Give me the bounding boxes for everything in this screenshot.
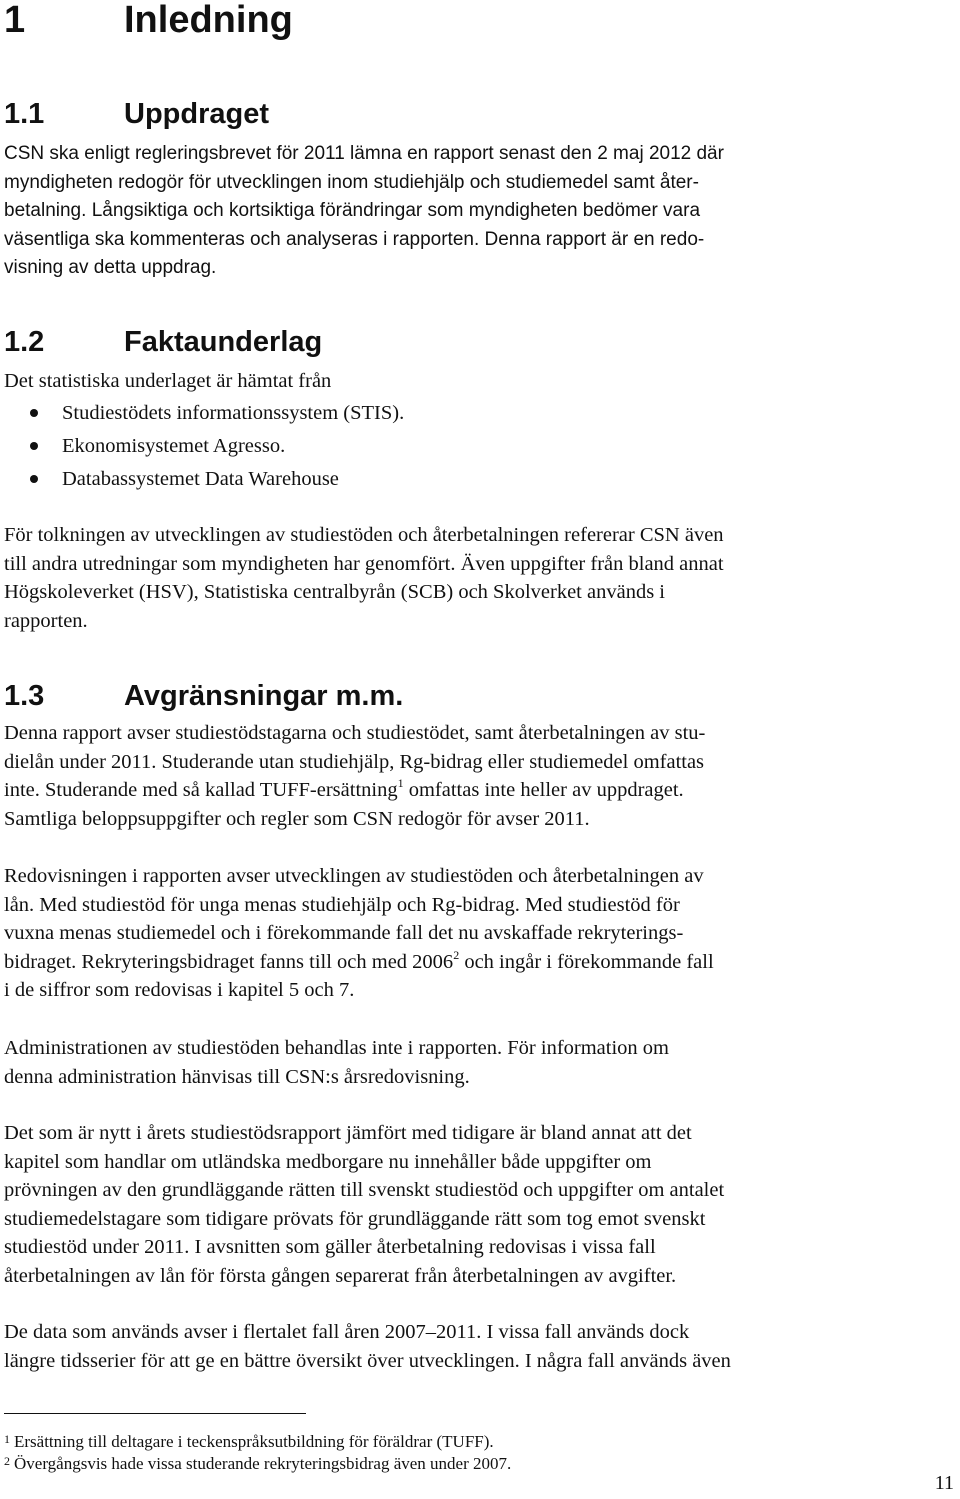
- section-number: 1.1: [4, 98, 45, 130]
- paragraph-avgransningar-1: [4, 719, 884, 833]
- text-span: Långsiktiga och kortsiktiga förändringar som myndigheten bedömer vara: [91, 200, 701, 222]
- section-title: Uppdraget: [124, 98, 269, 130]
- text-line: längre tidsserier för att ge en bättre översikt över utvecklingen. I några fall används även: [4, 1349, 731, 1372]
- section-title: Avgränsningar m.m.: [124, 680, 404, 712]
- text-line: [4, 776, 884, 805]
- list-item-text: Ekonomisystemet Agresso.: [62, 435, 286, 457]
- text-span: bidraget. Rekryteringsbidraget fanns till och med 2006: [4, 950, 454, 973]
- footnote-text: Övergångsvis hade vissa studerande rekryteringsbidrag även under 2007.: [14, 1454, 512, 1473]
- text-line: visning av detta uppdrag.: [4, 257, 217, 279]
- paragraph-uppdraget: [4, 140, 884, 283]
- text-line: prövningen av den grundläggande rätten till svenskt studiestöd och uppgifter om antalet: [4, 1179, 725, 1202]
- paragraph-tolkning: [4, 521, 884, 635]
- text-line: Redovisningen i rapporten avser utvecklingen av studiestöden och återbetalningen av: [4, 865, 704, 887]
- paragraph-faktaunderlag-intro: [4, 367, 884, 396]
- text-span: betalning.: [4, 200, 92, 222]
- bullet-icon: [30, 475, 38, 483]
- text-line: rapporten.: [4, 609, 88, 632]
- text-line: lån. Med studiestöd för unga menas studiehjälp och Rg-bidrag. Med studiestöd för: [4, 893, 680, 916]
- footnote-ref: 2: [453, 947, 460, 962]
- text-line: För tolkningen av utvecklingen av studiestöden och återbetalningen refererar CSN även: [4, 524, 724, 546]
- list-item-text: Studiestödets informationssystem (STIS).: [62, 402, 405, 424]
- section-heading-uppdraget: [4, 97, 269, 131]
- text-line: återbetalningen av lån för första gången separerat från återbetalningen av avgifter.: [4, 1264, 677, 1287]
- paragraph-avgransningar-5: [4, 1318, 884, 1375]
- text-line: Denna rapport avser studiestödstagarna och studiestödet, samt återbetalningen av stu-: [4, 722, 706, 744]
- source-list: [24, 397, 404, 496]
- page-number: 11: [934, 1472, 954, 1494]
- footnote-number: 1: [4, 1432, 10, 1446]
- text-line: [4, 197, 884, 226]
- footnote-text: Ersättning till deltagare i teckenspråksutbildning för föräldrar (TUFF).: [14, 1432, 494, 1451]
- bullet-icon: [30, 442, 38, 450]
- text-line: studiestöd under 2011. I avsnitten som gäller återbetalning redovisas i vissa fall: [4, 1236, 656, 1259]
- text-span: och ingår i förekommande fall: [459, 950, 714, 973]
- text-line: kapitel som handlar om utländska medborgare nu innehåller både uppgifter om: [4, 1150, 652, 1173]
- bullet-icon: [30, 409, 38, 417]
- text-line: De data som används avser i flertalet fall åren 2007–2011. I vissa fall används dock: [4, 1321, 690, 1343]
- list-item: [24, 430, 404, 463]
- section-number: 1.3: [4, 680, 45, 712]
- section-number: 1.2: [4, 326, 45, 358]
- text-line: dielån under 2011. Studerande utan studiehjälp, Rg-bidrag eller studiemedel omfattas: [4, 750, 705, 773]
- list-item: [24, 463, 404, 496]
- section-title: Faktaunderlag: [124, 326, 323, 358]
- text-line: till andra utredningar som myndigheten har genomfört. Även uppgifter från bland annat: [4, 552, 724, 575]
- paragraph-avgransningar-4: [4, 1119, 884, 1291]
- paragraph-avgransningar-2: [4, 862, 884, 1005]
- footnote-2: [4, 1450, 511, 1475]
- chapter-number: 1: [4, 0, 26, 41]
- text-line: myndigheten redogör för utvecklingen inom studiehjälp och studiemedel samt åter-: [4, 171, 699, 193]
- footnote-ref: 1: [397, 776, 404, 791]
- text-line: väsentliga ska kommenteras och analyseras i rapporten. Denna rapport är en redo-: [4, 228, 705, 250]
- chapter-title: Inledning: [124, 0, 293, 41]
- text-span: inte. Studerande med så kallad TUFF-ersättning: [4, 779, 398, 802]
- paragraph-avgransningar-3: [4, 1034, 884, 1091]
- text-line: Högskoleverket (HSV), Statistiska centralbyrån (SCB) och Skolverket används i: [4, 581, 665, 604]
- text-line: denna administration hänvisas till CSN:s årsredovisning.: [4, 1065, 470, 1088]
- text-span: omfattas inte heller av uppdraget.: [403, 779, 684, 802]
- list-item: [24, 397, 404, 430]
- section-heading-avgransningar: [4, 679, 403, 713]
- text-line: studiemedelstagare som tidigare prövats för grundläggande rätt som tog emot svenskt: [4, 1207, 706, 1230]
- text-line: i de siffror som redovisas i kapitel 5 och 7.: [4, 979, 355, 1002]
- text-line: Administrationen av studiestöden behandlas inte i rapporten. För information om: [4, 1037, 669, 1059]
- list-item-text: Databassystemet Data Warehouse: [62, 468, 339, 490]
- chapter-heading: [4, 0, 293, 40]
- section-heading-faktaunderlag: [4, 325, 322, 359]
- text-line: Samtliga beloppsuppgifter och regler som CSN redogör för avser 2011.: [4, 807, 590, 830]
- text-line: CSN ska enligt regleringsbrevet för 2011 lämna en rapport senast den 2 maj 2012 där: [4, 143, 724, 164]
- text-line: vuxna menas studiemedel och i förekommande fall det nu avskaffade rekryterings-: [4, 922, 684, 945]
- text-line: Det statistiska underlaget är hämtat från: [4, 370, 332, 392]
- text-line: [4, 948, 884, 977]
- text-line: Det som är nytt i årets studiestödsrapport jämfört med tidigare är bland annat att det: [4, 1122, 692, 1144]
- footnote-number: 2: [4, 1454, 10, 1468]
- footnote-divider: [4, 1413, 306, 1414]
